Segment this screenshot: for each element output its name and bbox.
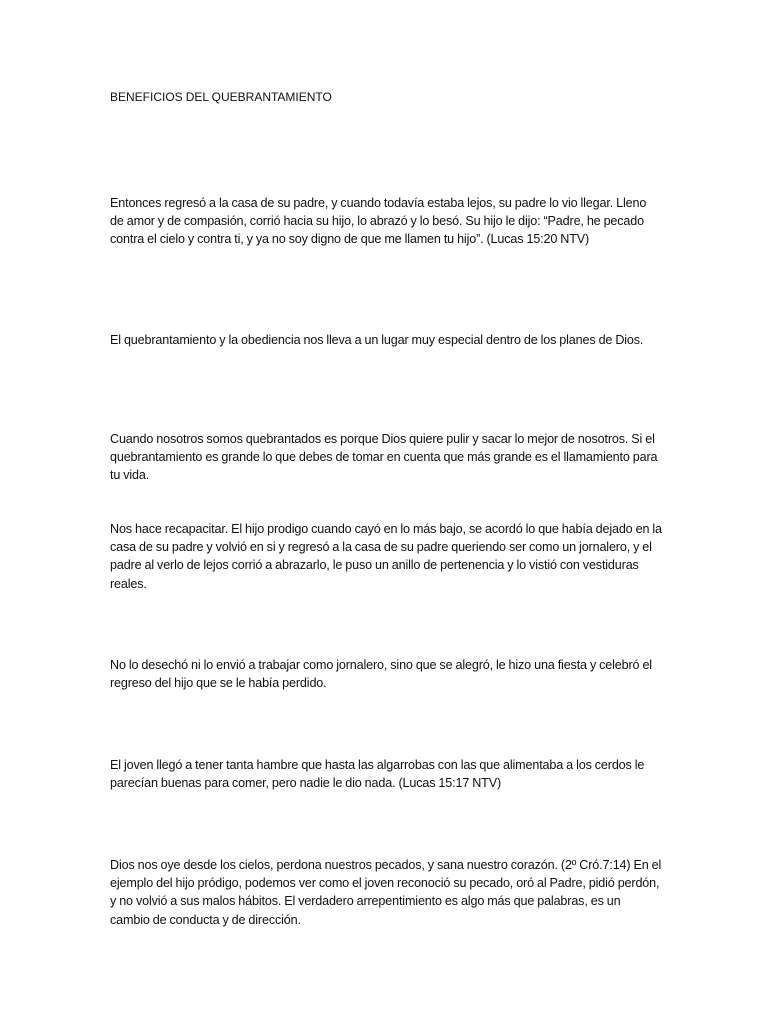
document-title: BENEFICIOS DEL QUEBRANTAMIENTO — [110, 90, 332, 104]
paragraph-3: Cuando nosotros somos quebrantados es porque Dios quiere pulir y sacar lo mejor de nosotros. Si el quebrantamiento es grande lo que debes de tomar en cuenta que más grande es el llamamiento para tu vida. — [110, 432, 658, 483]
paragraph-5: No lo desechó ni lo envió a trabajar como jornalero, sino que se alegró, le hizo una fiesta y celebró el regreso del hijo que se le había perdido. — [110, 658, 652, 691]
paragraph-6: El joven llegó a tener tanta hambre que hasta las algarrobas con las que alimentaba a los cerdos le parecían buenas para comer, pero nadie le dio nada. (Lucas 15:17 NTV) — [110, 758, 645, 791]
paragraph-2: El quebrantamiento y la obediencia nos lleva a un lugar muy especial dentro de los planes de Dios. — [110, 333, 644, 347]
paragraph-1: Entonces regresó a la casa de su padre, y cuando todavía estaba lejos, su padre lo vio llegar. Lleno de amor y de compasión, corrió hacia su hijo, lo abrazó y lo besó. Su hijo le dijo: “Padre, he pecado contra el cielo y contra ti, y ya no soy digno de que me llamen tu hijo”. (Lucas 15:20 NTV) — [110, 196, 647, 247]
paragraph-7: Dios nos oye desde los cielos, perdona nuestros pecados, y sana nuestro corazón. (2º Cró.7:14) En el ejemplo del hijo pródigo, podemos ver como el joven reconoció su pecado, oró al Padre, pidió perdón, y no volvió a sus malos hábitos. El verdadero arrepentimiento es algo más que palabras, es un cambio de conducta y de dirección. — [110, 858, 662, 927]
paragraph-4: Nos hace recapacitar. El hijo prodigo cuando cayó en lo más bajo, se acordó lo que había dejado en la casa de su padre y volvió en si y regresó a la casa de su padre queriendo ser como un jornalero, y el padre al verlo de lejos corrió a abrazarlo, le puso un anillo de pertenencia y lo vistió con vestiduras reales. — [110, 522, 662, 591]
